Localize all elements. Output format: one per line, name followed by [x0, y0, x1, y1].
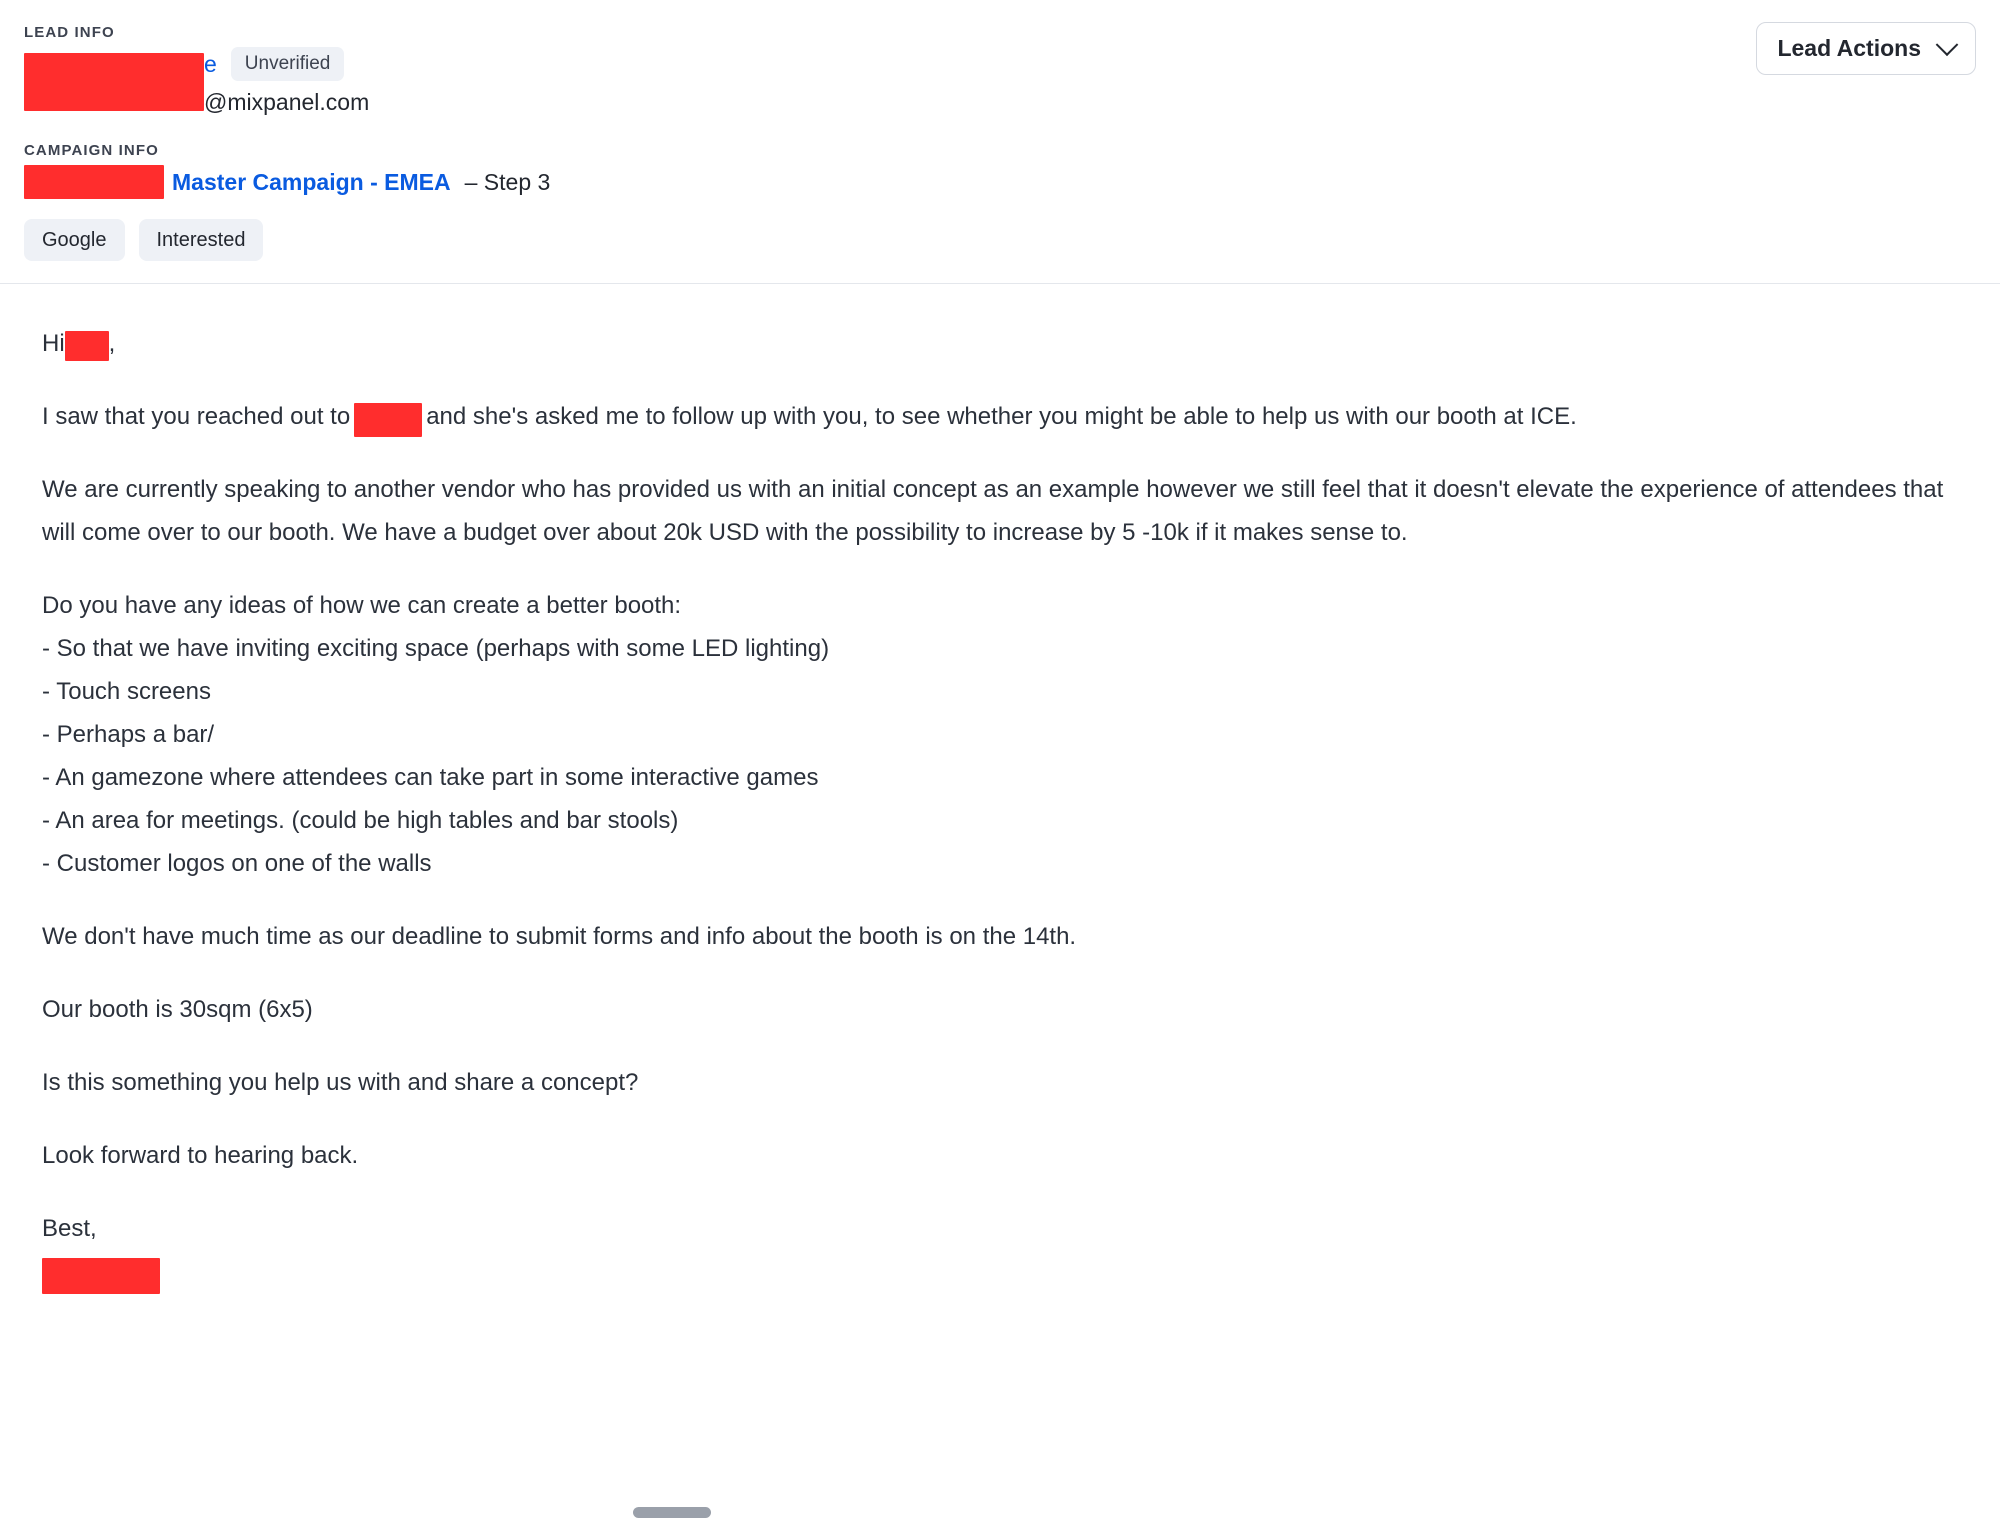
email-body — [0, 284, 2000, 1294]
status-badge: Unverified — [231, 47, 345, 81]
email-paragraph-6: Is this something you help us with and share a concept? — [42, 1069, 639, 1096]
horizontal-scrollbar[interactable] — [633, 1507, 711, 1518]
campaign-link[interactable]: Master Campaign - EMEA — [172, 169, 451, 195]
list-item: - An area for meetings. (could be high tables and bar stools) — [42, 807, 679, 834]
lead-info-label: LEAD INFO — [24, 24, 115, 41]
p1-before: I saw that you reached out to — [42, 403, 351, 430]
redacted-campaign-prefix — [24, 165, 164, 199]
p1-after: and she's asked me to follow up with you, to see whether you might be able to help us with our booth at ICE. — [426, 403, 1577, 430]
redacted-lead-name — [24, 53, 204, 111]
lead-actions-label: Lead Actions — [1777, 35, 1921, 61]
redacted-person-name — [354, 403, 422, 437]
list-item: - Touch screens — [42, 678, 211, 705]
greeting-prefix: Hi — [42, 330, 65, 357]
lead-email: @mixpanel.com — [204, 89, 370, 115]
email-paragraph-2: We are currently speaking to another vendor who has provided us with an initial concept as an example however we still feel that it doesn't elevate the experience of attendees that will come over to our booth. We have a budget over about 20k USD with the possibility to increase by 5 -10k if it makes sense to. — [42, 476, 1944, 546]
email-paragraph-1 — [42, 395, 1958, 438]
chevron-down-icon — [1936, 33, 1959, 56]
campaign-info-label: CAMPAIGN INFO — [24, 142, 159, 159]
email-greeting — [42, 322, 1958, 365]
campaign-row — [24, 165, 1976, 199]
email-paragraph-5: Our booth is 30sqm (6x5) — [42, 996, 313, 1023]
greeting-suffix: , — [108, 330, 116, 357]
tag-interested[interactable]: Interested — [139, 219, 264, 261]
lead-header — [0, 0, 2000, 284]
tag-google[interactable]: Google — [24, 219, 125, 261]
list-item: - Perhaps a bar/ — [42, 721, 215, 748]
tag-row — [24, 219, 1976, 261]
email-paragraph-4: We don't have much time as our deadline to submit forms and info about the booth is on the 14th. — [42, 923, 1077, 950]
lead-actions-button[interactable] — [1756, 22, 1976, 75]
email-paragraph-7: Look forward to hearing back. — [42, 1142, 359, 1169]
campaign-step: – Step 3 — [464, 169, 551, 195]
campaign-info-block — [24, 142, 1976, 261]
email-list-intro: Do you have any ideas of how we can create a better booth: — [42, 592, 682, 619]
list-item: - So that we have inviting exciting space (perhaps with some LED lighting) — [42, 635, 830, 662]
redacted-signature-name — [42, 1258, 160, 1294]
lead-name-tail: e — [204, 51, 217, 77]
list-item: - Customer logos on one of the walls — [42, 850, 432, 877]
redacted-first-name — [65, 331, 109, 361]
email-signoff: Best, — [42, 1215, 97, 1242]
lead-name-row — [24, 47, 1976, 81]
list-item: - An gamezone where attendees can take part in some interactive games — [42, 764, 819, 791]
